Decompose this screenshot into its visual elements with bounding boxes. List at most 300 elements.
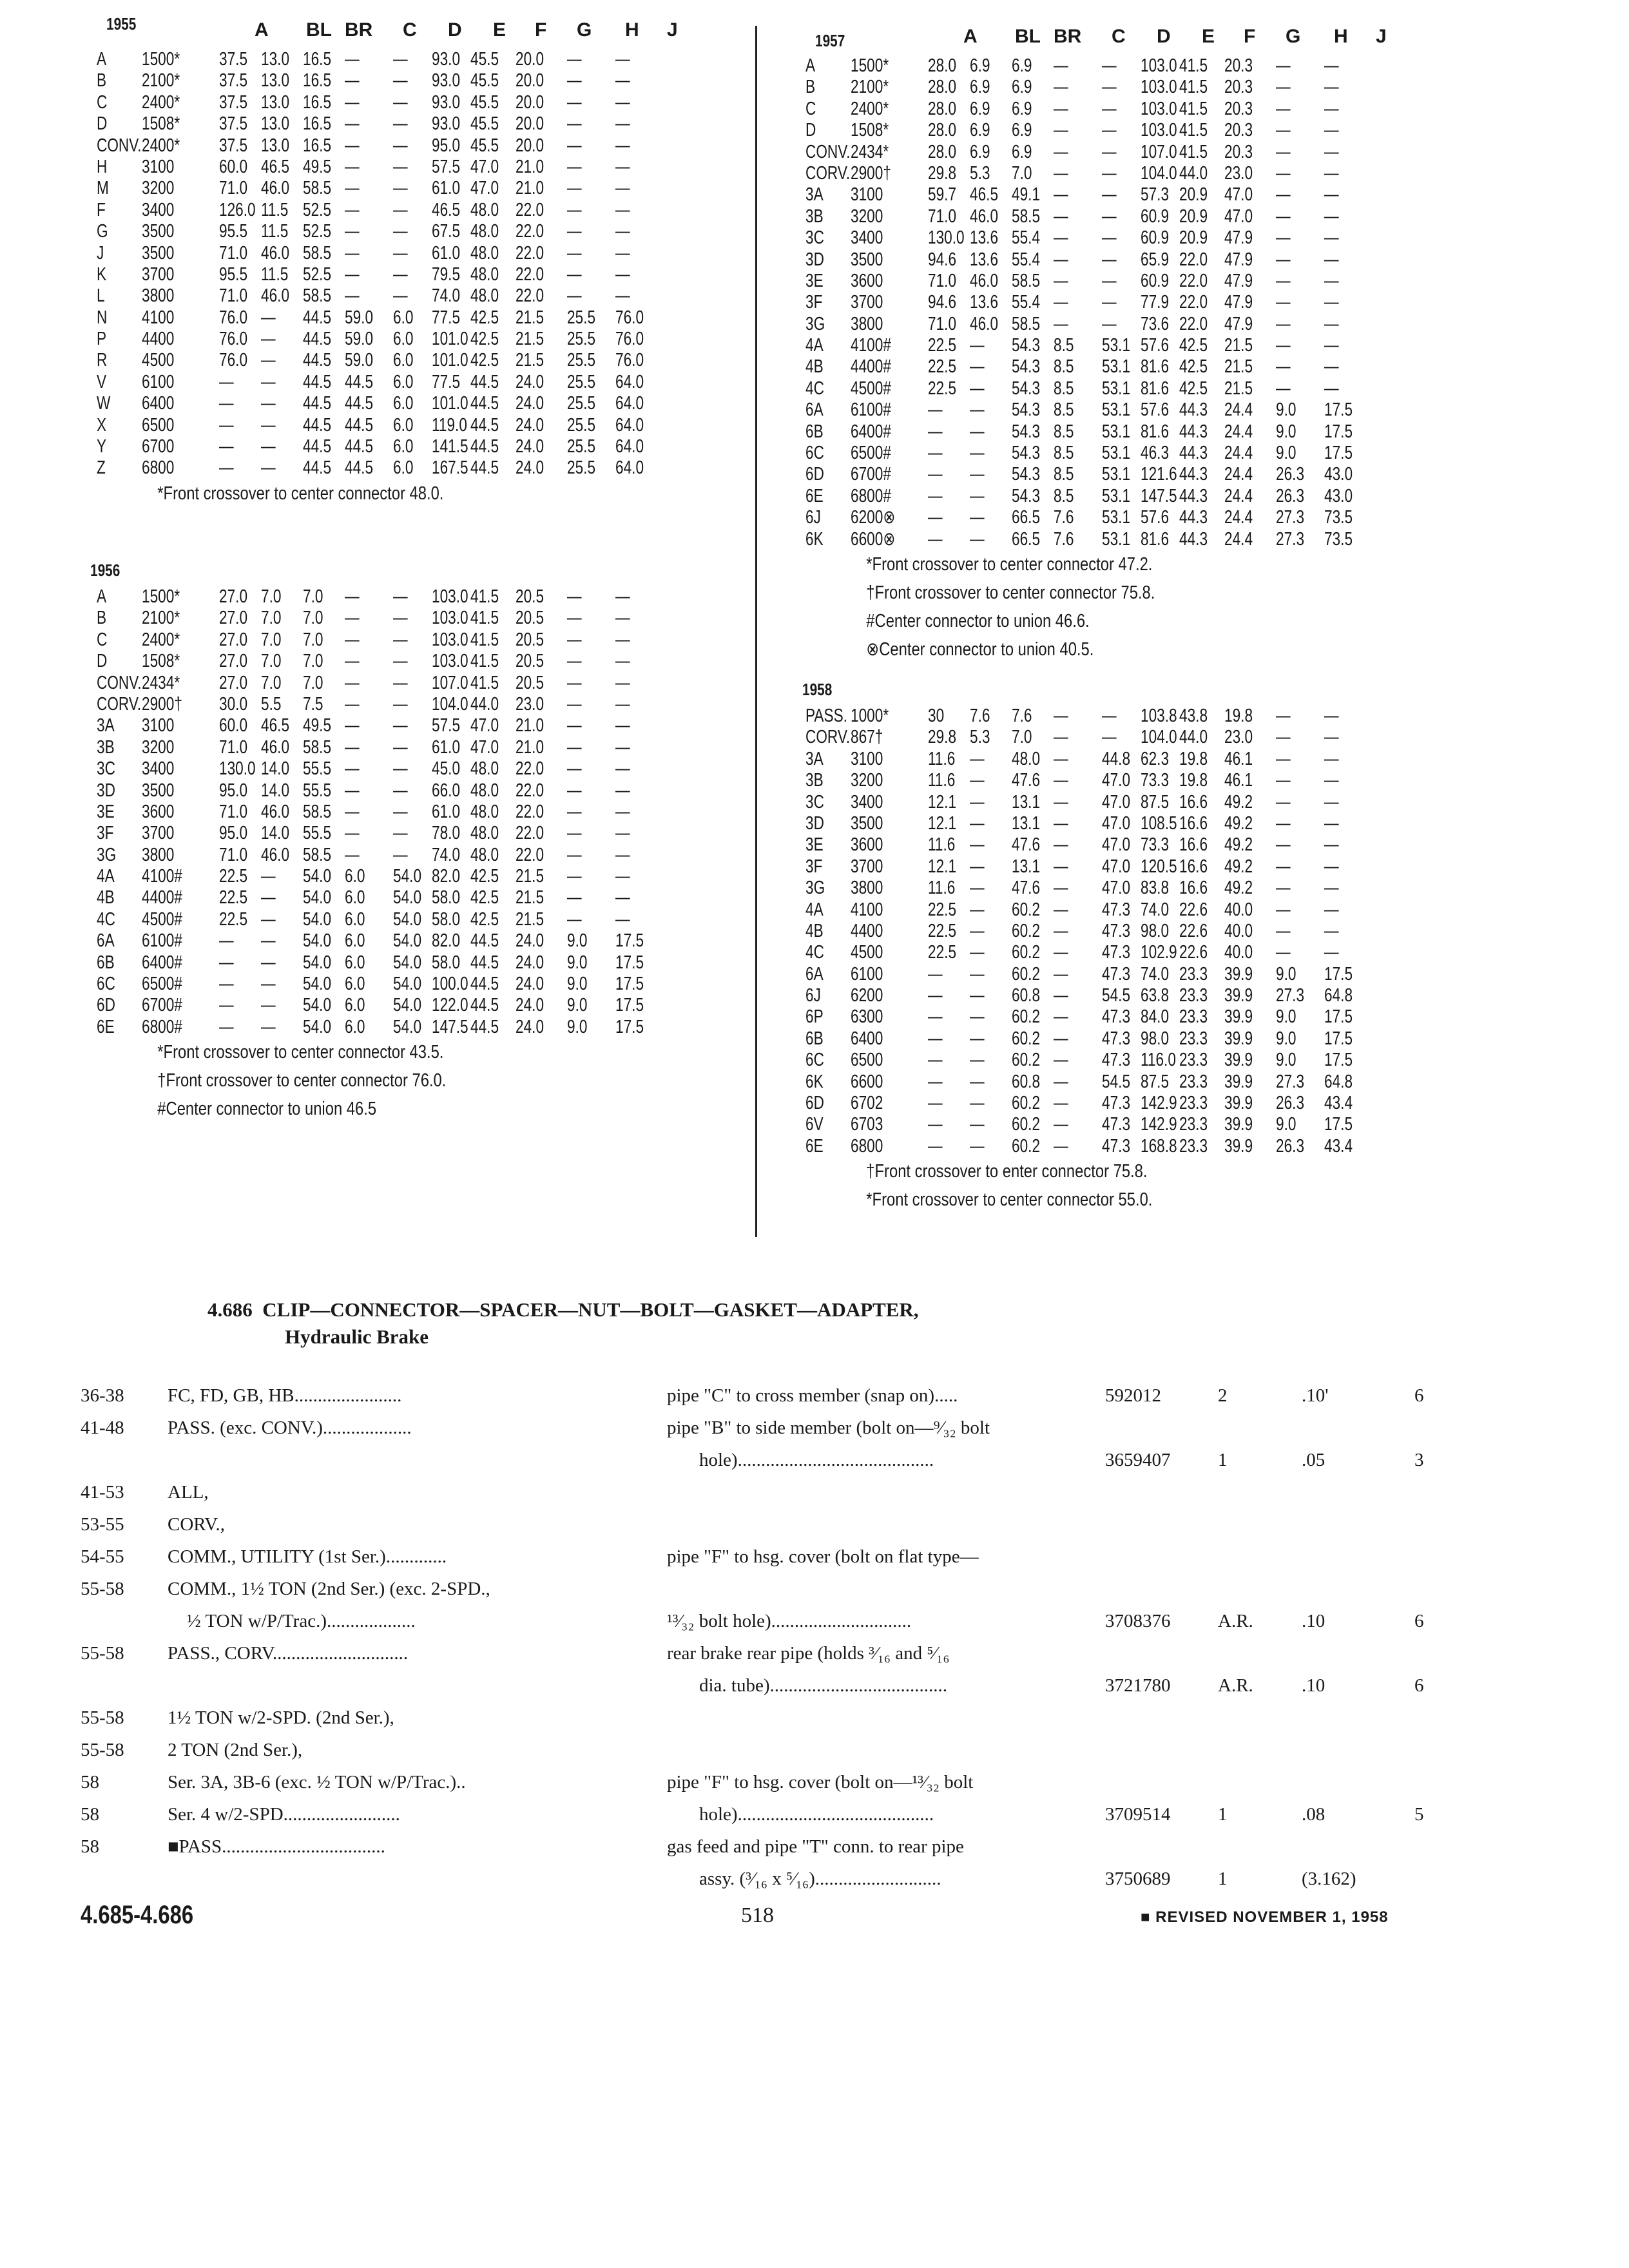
table-row <box>97 887 754 908</box>
cell-value: — <box>1324 227 1339 249</box>
cell-value: — <box>393 221 408 242</box>
cell-value: 78.0 <box>432 823 461 844</box>
model-code: 6B <box>97 952 115 973</box>
cell-value: 11.6 <box>928 770 956 791</box>
cell-value: 3100 <box>851 748 883 769</box>
parts-row <box>81 1385 1466 1418</box>
cell-value: 47.3 <box>1102 1028 1131 1049</box>
cell-value: — <box>345 156 360 177</box>
cell-value: 13.0 <box>261 91 290 113</box>
cell-value: — <box>1054 313 1068 334</box>
cell-value: — <box>261 350 276 371</box>
cell-value: — <box>393 135 408 156</box>
cell-value: — <box>615 801 630 822</box>
cell-value: 12.1 <box>928 812 957 834</box>
cell-value: — <box>615 908 630 930</box>
cell-value: — <box>345 715 360 736</box>
cell-value: 26.3 <box>1276 485 1305 506</box>
cell-value: 66.5 <box>1012 507 1041 528</box>
cell-value: — <box>1324 249 1339 270</box>
cell-value: 42.5 <box>470 329 499 350</box>
cell-value: 103.0 <box>432 608 468 629</box>
cell-value: — <box>261 952 276 973</box>
cell-value: — <box>393 758 408 780</box>
cell-value: 76.0 <box>219 307 248 328</box>
footnote: *Front crossover to center connector 48.0. <box>157 483 444 504</box>
cell-value: 58.5 <box>303 736 332 758</box>
cell-value: 121.6 <box>1141 464 1177 485</box>
cell-value: — <box>1324 812 1339 834</box>
cell-value: 54.3 <box>1012 356 1041 378</box>
model-applicability: ■PASS................................... <box>168 1836 385 1857</box>
cell-value: — <box>1324 270 1339 291</box>
part-number: 3721780 <box>1105 1675 1171 1696</box>
part-number: 592012 <box>1105 1385 1161 1406</box>
cell-value: 20.0 <box>516 135 545 156</box>
cell-value: 21.5 <box>516 887 545 908</box>
cell-value: 46.0 <box>970 206 999 227</box>
cell-value: — <box>393 629 408 650</box>
cell-value: 42.5 <box>470 350 499 371</box>
cell-value: — <box>970 1050 985 1071</box>
cell-value: 47.9 <box>1224 313 1253 334</box>
cell-value: 54.0 <box>303 908 332 930</box>
cell-value: 47.0 <box>1102 834 1131 856</box>
table-row <box>97 974 754 995</box>
cell-value: — <box>1276 727 1291 748</box>
cell-value: — <box>1276 770 1291 791</box>
cell-value: 43.4 <box>1324 1093 1353 1114</box>
cell-value: 57.3 <box>1141 184 1170 206</box>
cell-value: 101.0 <box>432 329 468 350</box>
cell-value: 54.0 <box>393 887 422 908</box>
part-description: hole).......................................... <box>699 1450 934 1470</box>
table-row <box>805 142 1463 163</box>
cell-value: — <box>1054 791 1068 812</box>
cell-value: 39.9 <box>1224 985 1253 1006</box>
cell-value: 22.5 <box>219 866 248 887</box>
table-row <box>805 899 1463 921</box>
cell-value: 71.0 <box>219 178 248 199</box>
cell-value: — <box>1324 770 1339 791</box>
table-header <box>90 561 754 586</box>
cell-value: 20.9 <box>1179 227 1208 249</box>
cell-value: 60.9 <box>1141 206 1170 227</box>
cell-value: — <box>1054 1006 1068 1028</box>
cell-value: 9.0 <box>1276 1050 1296 1071</box>
cell-value: — <box>970 812 985 834</box>
table-row <box>97 415 754 436</box>
cell-value: 46.5 <box>261 715 290 736</box>
cell-value: 54.0 <box>303 995 332 1016</box>
cell-value: 3200 <box>142 178 175 199</box>
cell-value: 37.5 <box>219 49 248 70</box>
cell-value: 20.5 <box>516 672 545 693</box>
cell-value: — <box>1054 98 1068 119</box>
cell-value: — <box>1054 249 1068 270</box>
cell-value: 27.3 <box>1276 528 1305 550</box>
cell-value: 87.5 <box>1141 791 1170 812</box>
cell-value: — <box>345 758 360 780</box>
cell-value: — <box>567 801 582 822</box>
model-code: 3A <box>805 184 824 206</box>
cell-value: 60.2 <box>1012 1135 1041 1157</box>
cell-value: 4500 <box>851 942 883 963</box>
model-code: CONV. <box>97 135 142 156</box>
cell-value: 42.5 <box>470 307 499 328</box>
cell-value: — <box>970 356 985 378</box>
year-label: 1956 <box>90 561 120 580</box>
cell-value: — <box>345 823 360 844</box>
cell-value: 20.3 <box>1224 141 1253 162</box>
cell-value: 54.0 <box>303 974 332 995</box>
cell-value: 3100 <box>142 715 175 736</box>
cell-value: — <box>1102 141 1117 162</box>
model-code: C <box>805 98 816 119</box>
cell-value: 81.6 <box>1141 421 1170 442</box>
cell-value: 48.0 <box>470 780 499 801</box>
year-range: 36-38 <box>81 1385 124 1406</box>
table-row <box>805 356 1463 378</box>
table-row <box>97 715 754 736</box>
model-code: 3E <box>97 801 115 822</box>
cell-value: 3400 <box>142 758 175 780</box>
cell-value: 8.5 <box>1054 378 1074 399</box>
cell-value: 48.0 <box>470 264 499 285</box>
cell-value: — <box>1102 227 1117 249</box>
cell-value: — <box>567 693 582 715</box>
cell-value: 54.0 <box>393 866 422 887</box>
cell-value: — <box>928 528 943 550</box>
cell-value: 9.0 <box>1276 421 1296 442</box>
cell-value: — <box>1054 1135 1068 1157</box>
cell-value: 8.5 <box>1054 399 1074 421</box>
cell-value: — <box>345 608 360 629</box>
price: .10 <box>1302 1611 1325 1631</box>
cell-value: 58.5 <box>303 844 332 865</box>
cell-value: — <box>261 371 276 392</box>
cell-value: — <box>928 1093 943 1114</box>
model-code: 3A <box>97 715 115 736</box>
cell-value: — <box>345 736 360 758</box>
cell-value: 40.0 <box>1224 920 1253 941</box>
cell-value: 39.9 <box>1224 1114 1253 1135</box>
model-code: 6C <box>805 443 824 464</box>
table-row <box>805 120 1463 141</box>
cell-value: 24.4 <box>1224 399 1253 421</box>
table-row <box>97 393 754 414</box>
cell-value: — <box>567 736 582 758</box>
cell-value: 73.3 <box>1141 834 1170 856</box>
cell-value: 6.9 <box>970 98 990 119</box>
cell-value: 147.5 <box>432 1016 468 1037</box>
model-applicability: ½ TON w/P/Trac.)................... <box>187 1611 416 1631</box>
cell-value: 7.0 <box>261 629 282 650</box>
cell-value: 73.5 <box>1324 507 1353 528</box>
cell-value: 64.8 <box>1324 985 1353 1006</box>
model-applicability: 1½ TON w/2-SPD. (2nd Ser.), <box>168 1707 394 1728</box>
cell-value: 43.0 <box>1324 464 1353 485</box>
cell-value: 13.1 <box>1012 791 1041 812</box>
cell-value: 24.4 <box>1224 443 1253 464</box>
cell-value: — <box>615 285 630 307</box>
part-description: pipe "F" to hsg. cover (bolt on—¹³⁄₃₂ bolt <box>667 1772 974 1792</box>
model-code: 3D <box>805 249 824 270</box>
cell-value: 55.4 <box>1012 227 1041 249</box>
price-class: 6 <box>1414 1611 1424 1631</box>
part-description: rear brake rear pipe (holds ³⁄₁₆ and ⁵⁄₁₆ <box>667 1643 950 1664</box>
year-range: 58 <box>81 1772 99 1792</box>
table-row <box>97 307 754 329</box>
cell-value: 8.5 <box>1054 464 1074 485</box>
model-applicability: Ser. 3A, 3B-6 (exc. ½ TON w/P/Trac.).. <box>168 1772 466 1792</box>
cell-value: — <box>1276 335 1291 356</box>
cell-value: 24.4 <box>1224 528 1253 550</box>
cell-value: 13.1 <box>1012 812 1041 834</box>
cell-value: 27.0 <box>219 608 248 629</box>
cell-value: — <box>970 1114 985 1135</box>
cell-value: 23.0 <box>516 693 545 715</box>
cell-value: — <box>1276 834 1291 856</box>
cell-value: — <box>928 464 943 485</box>
cell-value: 44.5 <box>470 371 499 392</box>
cell-value: — <box>1102 727 1117 748</box>
table-row <box>805 443 1463 464</box>
cell-value: 48.0 <box>470 844 499 865</box>
model-code: 6A <box>805 399 824 421</box>
model-code: 6K <box>805 1071 824 1092</box>
cell-value: 21.5 <box>516 329 545 350</box>
cell-value: 16.5 <box>303 70 332 91</box>
cell-value: 54.0 <box>393 908 422 930</box>
cell-value: 20.3 <box>1224 98 1253 119</box>
cell-value: 44.5 <box>303 393 332 414</box>
cell-value: — <box>615 672 630 693</box>
cell-value: 64.0 <box>615 414 644 436</box>
cell-value: 120.5 <box>1141 856 1177 877</box>
parts-row <box>81 1514 1466 1546</box>
cell-value: 6800# <box>851 485 891 506</box>
cell-value: 64.0 <box>615 393 644 414</box>
cell-value: — <box>615 221 630 242</box>
cell-value: 17.5 <box>1324 1006 1353 1028</box>
model-code: X <box>97 414 107 436</box>
cell-value: 20.0 <box>516 113 545 135</box>
table-row <box>805 378 1463 399</box>
cell-value: 24.0 <box>516 436 545 457</box>
year-range: 55-58 <box>81 1740 124 1760</box>
column-header: BL <box>306 19 332 41</box>
cell-value: 6800# <box>142 1016 182 1037</box>
cell-value: 43.8 <box>1179 706 1208 726</box>
cell-value: 867† <box>851 727 883 748</box>
cell-value: 3700 <box>851 856 883 877</box>
cell-value: 52.5 <box>303 221 332 242</box>
cell-value: 23.3 <box>1179 1050 1208 1071</box>
cell-value: 46.0 <box>261 178 290 199</box>
cell-value: 58.5 <box>303 801 332 822</box>
year-range: 53-55 <box>81 1514 124 1535</box>
cell-value: 104.0 <box>432 693 468 715</box>
table-row <box>805 55 1463 77</box>
cell-value: 46.0 <box>261 801 290 822</box>
cell-value: — <box>970 920 985 941</box>
cell-value: 6400# <box>142 952 182 973</box>
cell-value: 24.4 <box>1224 507 1253 528</box>
cell-value: 12.1 <box>928 791 957 812</box>
cell-value: 13.0 <box>261 49 290 70</box>
cell-value: — <box>928 1114 943 1135</box>
cell-value: 16.6 <box>1179 834 1208 856</box>
parts-row <box>81 1772 1466 1804</box>
cell-value: — <box>1324 141 1339 162</box>
cell-value: — <box>1054 141 1068 162</box>
model-code: B <box>97 70 107 91</box>
cell-value: — <box>567 780 582 801</box>
model-code: 6A <box>805 963 824 985</box>
cell-value: — <box>615 135 630 156</box>
cell-value: 9.0 <box>567 1016 588 1037</box>
cell-value: 6100 <box>851 963 883 985</box>
column-header: E <box>1202 26 1215 47</box>
page-footer <box>0 1901 1629 1933</box>
cell-value: 44.5 <box>470 995 499 1016</box>
cell-value: — <box>1276 162 1291 184</box>
model-code: B <box>805 77 816 98</box>
model-code: 4C <box>805 942 824 963</box>
cell-value: 59.7 <box>928 184 957 206</box>
cell-value: 6.0 <box>345 1016 365 1037</box>
cell-value: — <box>1324 120 1339 141</box>
cell-value: — <box>219 393 234 414</box>
cell-value: — <box>928 399 943 421</box>
cell-value: 54.0 <box>303 887 332 908</box>
cell-value: — <box>1102 162 1117 184</box>
cell-value: 95.5 <box>219 264 248 285</box>
cell-value: 95.0 <box>219 823 248 844</box>
model-code: 4B <box>805 920 824 941</box>
cell-value: 30.0 <box>219 693 248 715</box>
cell-value: 64.0 <box>615 436 644 457</box>
cell-value: 25.5 <box>567 414 596 436</box>
cell-value: 142.9 <box>1141 1114 1177 1135</box>
cell-value: 16.6 <box>1179 791 1208 812</box>
cell-value: — <box>567 70 582 91</box>
cell-value: — <box>1102 98 1117 119</box>
cell-value: 9.0 <box>567 974 588 995</box>
cell-value: 9.0 <box>1276 399 1296 421</box>
cell-value: — <box>1054 227 1068 249</box>
cell-value: — <box>567 178 582 199</box>
revision-note: ■ REVISED NOVEMBER 1, 1958 <box>1141 1908 1389 1926</box>
model-code: 3B <box>805 206 824 227</box>
cell-value: — <box>1054 292 1068 313</box>
table-row <box>805 792 1463 813</box>
cell-value: 3400 <box>851 791 883 812</box>
cell-value: 44.0 <box>1179 162 1208 184</box>
cell-value: 29.8 <box>928 727 957 748</box>
cell-value: — <box>1276 920 1291 941</box>
cell-value: 53.1 <box>1102 421 1131 442</box>
column-header: E <box>493 19 506 41</box>
cell-value: 66.5 <box>1012 528 1041 550</box>
model-code: 6E <box>805 1135 824 1157</box>
table-row <box>97 436 754 457</box>
cell-value: 39.9 <box>1224 963 1253 985</box>
quantity: 1 <box>1218 1804 1228 1825</box>
cell-value: — <box>1102 55 1117 76</box>
model-code: 6V <box>805 1114 824 1135</box>
cell-value: 47.9 <box>1224 270 1253 291</box>
cell-value: 57.6 <box>1141 507 1170 528</box>
cell-value: 9.0 <box>1276 443 1296 464</box>
cell-value: 60.8 <box>1012 1071 1041 1092</box>
cell-value: — <box>345 780 360 801</box>
cell-value: 8.5 <box>1054 443 1074 464</box>
cell-value: 53.1 <box>1102 399 1131 421</box>
price: .10' <box>1302 1385 1329 1406</box>
cell-value: 55.5 <box>303 758 332 780</box>
model-code: C <box>97 629 108 650</box>
table-row <box>97 845 754 866</box>
cell-value: — <box>567 887 582 908</box>
cell-value: — <box>393 156 408 177</box>
cell-value: — <box>1276 227 1291 249</box>
cell-value: 9.0 <box>1276 1114 1296 1135</box>
cell-value: — <box>615 651 630 672</box>
cell-value: 53.1 <box>1102 335 1131 356</box>
cell-value: 39.9 <box>1224 1006 1253 1028</box>
parts-row <box>81 1643 1466 1675</box>
cell-value: — <box>393 178 408 199</box>
cell-value: — <box>393 264 408 285</box>
table-row <box>97 673 754 694</box>
cell-value: 64.0 <box>615 371 644 392</box>
cell-value: — <box>615 629 630 650</box>
cell-value: — <box>1102 270 1117 291</box>
cell-value: 46.0 <box>261 844 290 865</box>
cell-value: 103.0 <box>432 629 468 650</box>
cell-value: 4400 <box>851 920 883 941</box>
cell-value: 23.3 <box>1179 1114 1208 1135</box>
cell-value: 7.0 <box>303 651 323 672</box>
cell-value: 47.3 <box>1102 963 1131 985</box>
cell-value: 103.8 <box>1141 706 1177 726</box>
cell-value: — <box>1102 184 1117 206</box>
cell-value: 6600⊗ <box>851 528 896 550</box>
table-row <box>97 952 754 974</box>
cell-value: — <box>1276 356 1291 378</box>
cell-value: 47.0 <box>1102 856 1131 877</box>
model-code: V <box>97 371 107 392</box>
cell-value: 37.5 <box>219 91 248 113</box>
cell-value: 74.0 <box>1141 899 1170 920</box>
cell-value: 60.2 <box>1012 899 1041 920</box>
cell-value: — <box>393 49 408 70</box>
cell-value: 25.5 <box>567 393 596 414</box>
cell-value: 6.0 <box>345 995 365 1016</box>
cell-value: — <box>1276 184 1291 206</box>
cell-value: — <box>261 887 276 908</box>
part-number: 3750689 <box>1105 1869 1171 1889</box>
cell-value: 22.0 <box>516 264 545 285</box>
cell-value: 16.6 <box>1179 878 1208 899</box>
cell-value: — <box>393 780 408 801</box>
cell-value: 6.0 <box>345 952 365 973</box>
cell-value: 22.0 <box>516 801 545 822</box>
cell-value: 3500 <box>851 249 883 270</box>
cell-value: 53.1 <box>1102 528 1131 550</box>
